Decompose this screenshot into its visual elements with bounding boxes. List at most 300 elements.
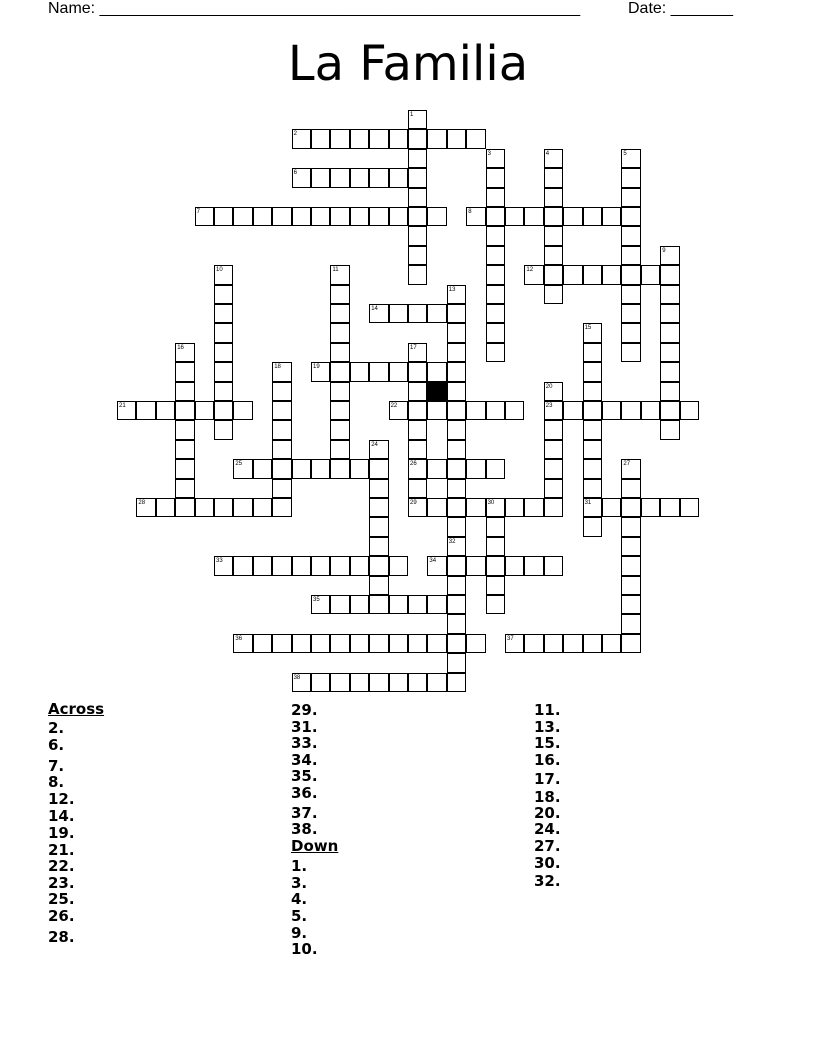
crossword-cell[interactable]: [408, 226, 427, 245]
cell-number: 23: [545, 403, 553, 409]
crossword-cell[interactable]: [292, 207, 311, 226]
crossword-cell[interactable]: [505, 401, 524, 420]
crossword-cell[interactable]: [583, 401, 602, 420]
crossword-cell[interactable]: [175, 498, 194, 517]
crossword-cell[interactable]: [621, 265, 640, 284]
crossword-cell[interactable]: [447, 323, 466, 342]
crossword-cell[interactable]: [330, 285, 349, 304]
crossword-cell[interactable]: [486, 576, 505, 595]
crossword-cell[interactable]: [486, 168, 505, 187]
crossword-cell[interactable]: [233, 556, 252, 575]
down-clue: 1.: [291, 857, 308, 875]
crossword-cell[interactable]: [466, 129, 485, 148]
crossword-cell[interactable]: [214, 401, 233, 420]
crossword-cell[interactable]: [583, 207, 602, 226]
crossword-cell[interactable]: [660, 343, 679, 362]
crossword-cell[interactable]: [136, 401, 155, 420]
crossword-cell[interactable]: [563, 265, 582, 284]
crossword-cell[interactable]: [389, 304, 408, 323]
crossword-cell[interactable]: [330, 420, 349, 439]
crossword-cell[interactable]: [544, 285, 563, 304]
crossword-cell[interactable]: [621, 207, 640, 226]
across-clue: 12.: [48, 790, 75, 808]
cell-number: 14: [371, 306, 378, 312]
crossword-cell[interactable]: [175, 382, 194, 401]
crossword-cell[interactable]: [563, 207, 582, 226]
crossword-cell[interactable]: [583, 440, 602, 459]
crossword-cell[interactable]: [486, 265, 505, 284]
across-clue: 6.: [48, 736, 65, 754]
crossword-cell[interactable]: [214, 343, 233, 362]
crossword-cell[interactable]: [369, 537, 388, 556]
cell-number: 29: [410, 500, 417, 506]
crossword-cell[interactable]: [233, 207, 252, 226]
crossword-cell[interactable]: [389, 168, 408, 187]
cell-number: 26: [410, 461, 417, 468]
cell-number: 19: [313, 364, 320, 371]
crossword-cell[interactable]: [156, 401, 175, 420]
crossword-cell[interactable]: [272, 420, 291, 439]
crossword-cell[interactable]: [621, 614, 640, 633]
crossword-cell[interactable]: [602, 498, 621, 517]
cell-number: 7: [196, 209, 200, 215]
crossword-cell[interactable]: [389, 362, 408, 381]
crossword-cell[interactable]: [311, 673, 330, 692]
crossword-cell[interactable]: [486, 517, 505, 536]
crossword-cell[interactable]: [175, 440, 194, 459]
crossword-cell[interactable]: [350, 459, 369, 478]
cell-number: 35: [313, 597, 320, 603]
crossword-cell[interactable]: [330, 362, 349, 381]
crossword-cell[interactable]: [408, 440, 427, 459]
crossword-cell[interactable]: [389, 673, 408, 692]
crossword-cell[interactable]: [408, 188, 427, 207]
cell-number: 21: [119, 403, 126, 409]
crossword-cell[interactable]: [505, 556, 524, 575]
crossword-cell[interactable]: [214, 285, 233, 304]
down-clue: 5.: [291, 907, 308, 925]
crossword-cell[interactable]: [466, 401, 485, 420]
crossword-cell[interactable]: [524, 556, 543, 575]
across-clue: 33.: [291, 734, 318, 752]
crossword-cell[interactable]: [292, 459, 311, 478]
crossword-cell[interactable]: [447, 653, 466, 672]
crossword-cell[interactable]: [330, 634, 349, 653]
crossword-cell[interactable]: [330, 459, 349, 478]
crossword-cell[interactable]: [214, 323, 233, 342]
crossword-cell[interactable]: [505, 207, 524, 226]
crossword-cell[interactable]: [447, 362, 466, 381]
across-clue: 8.: [48, 773, 65, 791]
crossword-cell[interactable]: [427, 634, 446, 653]
crossword-cell[interactable]: [486, 207, 505, 226]
crossword-cell[interactable]: [389, 129, 408, 148]
crossword-cell[interactable]: [544, 226, 563, 245]
crossword-cell[interactable]: [272, 382, 291, 401]
crossword-cell[interactable]: [214, 362, 233, 381]
crossword-cell[interactable]: [544, 440, 563, 459]
cell-number: 31: [584, 500, 592, 506]
crossword-cell[interactable]: [408, 149, 427, 168]
crossword-cell[interactable]: [330, 343, 349, 362]
crossword-cell[interactable]: [660, 285, 679, 304]
crossword-cell[interactable]: [466, 556, 485, 575]
crossword-cell[interactable]: [427, 129, 446, 148]
crossword-cell[interactable]: [369, 517, 388, 536]
crossword-cell[interactable]: [427, 595, 446, 614]
crossword-cell[interactable]: [408, 246, 427, 265]
crossword-cell[interactable]: [447, 556, 466, 575]
crossword-cell[interactable]: [544, 634, 563, 653]
crossword-cell[interactable]: [447, 459, 466, 478]
crossword-cell[interactable]: [583, 265, 602, 284]
cell-number: 17: [410, 344, 417, 351]
crossword-cell[interactable]: [311, 168, 330, 187]
crossword-cell[interactable]: [330, 556, 349, 575]
crossword-cell[interactable]: [641, 401, 660, 420]
crossword-cell[interactable]: [660, 265, 679, 284]
crossword-cell[interactable]: [253, 207, 272, 226]
crossword-cell[interactable]: [660, 362, 679, 381]
crossword-cell[interactable]: [447, 129, 466, 148]
crossword-cell[interactable]: [447, 304, 466, 323]
crossword-cell[interactable]: [330, 595, 349, 614]
crossword-cell[interactable]: [621, 285, 640, 304]
crossword-cell[interactable]: [486, 343, 505, 362]
crossword-cell[interactable]: [621, 343, 640, 362]
cell-number: 20: [545, 383, 553, 390]
cell-number: 11: [332, 267, 339, 274]
crossword-cell[interactable]: [544, 459, 563, 478]
crossword-cell[interactable]: [272, 634, 291, 653]
crossword-cell[interactable]: [660, 420, 679, 439]
crossword-cell[interactable]: [544, 479, 563, 498]
crossword-cell[interactable]: [621, 517, 640, 536]
crossword-cell[interactable]: [350, 634, 369, 653]
crossword-cell[interactable]: [330, 207, 349, 226]
crossword-cell[interactable]: [195, 498, 214, 517]
crossword-cell[interactable]: [408, 401, 427, 420]
across-clue: 2.: [48, 719, 65, 737]
crossword-cell[interactable]: [583, 420, 602, 439]
crossword-cell[interactable]: [427, 498, 446, 517]
crossword-cell[interactable]: [350, 129, 369, 148]
crossword-cell[interactable]: [466, 459, 485, 478]
crossword-cell[interactable]: [369, 498, 388, 517]
crossword-cell[interactable]: [175, 479, 194, 498]
crossword-cell[interactable]: [621, 479, 640, 498]
crossword-cell[interactable]: [369, 556, 388, 575]
cell-number: 4: [545, 150, 550, 157]
across-clue: 37.: [291, 804, 318, 822]
crossword-cell[interactable]: [524, 634, 543, 653]
crossword-cell[interactable]: [621, 168, 640, 187]
crossword-cell[interactable]: [175, 401, 194, 420]
crossword-cell[interactable]: [447, 673, 466, 692]
down-clue: 9.: [291, 924, 308, 942]
cell-number: 27: [623, 461, 631, 468]
crossword-cell[interactable]: [330, 382, 349, 401]
crossword-cell[interactable]: [447, 576, 466, 595]
crossword-cell[interactable]: [466, 634, 485, 653]
crossword-cell[interactable]: [369, 362, 388, 381]
crossword-cell[interactable]: [253, 498, 272, 517]
crossword-cell[interactable]: [427, 673, 446, 692]
crossword-cell[interactable]: [330, 304, 349, 323]
crossword-cell[interactable]: [350, 362, 369, 381]
crossword-cell[interactable]: [408, 265, 427, 284]
crossword-cell[interactable]: [292, 556, 311, 575]
crossword-cell[interactable]: [369, 479, 388, 498]
crossword-cell[interactable]: [544, 420, 563, 439]
crossword-cell[interactable]: [544, 265, 563, 284]
crossword-cell[interactable]: [621, 188, 640, 207]
crossword-cell[interactable]: [583, 517, 602, 536]
crossword-cell[interactable]: [486, 537, 505, 556]
crossword-cell[interactable]: [621, 246, 640, 265]
crossword-cell[interactable]: [505, 498, 524, 517]
down-clue: 16.: [534, 751, 561, 769]
crossword-cell[interactable]: [389, 634, 408, 653]
down-clue: 13.: [534, 718, 561, 736]
crossword-cell[interactable]: [486, 401, 505, 420]
crossword-cell[interactable]: [544, 188, 563, 207]
crossword-cell[interactable]: [447, 382, 466, 401]
crossword-cell[interactable]: [311, 207, 330, 226]
crossword-cell[interactable]: [621, 634, 640, 653]
crossword-cell[interactable]: [408, 479, 427, 498]
crossword-cell[interactable]: [214, 498, 233, 517]
crossword-cell[interactable]: [311, 459, 330, 478]
crossword-cell[interactable]: [369, 673, 388, 692]
crossword-cell[interactable]: [233, 401, 252, 420]
crossword-cell[interactable]: [583, 343, 602, 362]
across-heading: Across: [48, 700, 105, 718]
crossword-cell[interactable]: [214, 207, 233, 226]
crossword-cell[interactable]: [408, 168, 427, 187]
crossword-cell[interactable]: [486, 323, 505, 342]
crossword-cell[interactable]: [272, 459, 291, 478]
crossword-cell[interactable]: [350, 168, 369, 187]
crossword-cell[interactable]: [583, 382, 602, 401]
crossword-cell[interactable]: [427, 459, 446, 478]
crossword-cell[interactable]: [272, 207, 291, 226]
crossword-cell[interactable]: [233, 498, 252, 517]
cell-number: 33: [216, 558, 223, 565]
crossword-cell[interactable]: [350, 556, 369, 575]
crossword-cell[interactable]: [350, 207, 369, 226]
crossword-cell[interactable]: [602, 634, 621, 653]
crossword-cell[interactable]: [621, 226, 640, 245]
cell-number: 15: [584, 325, 592, 332]
cell-number: 38: [293, 674, 301, 681]
across-clue: 26.: [48, 907, 75, 925]
crossword-cell[interactable]: [253, 459, 272, 478]
crossword-cell[interactable]: [447, 614, 466, 633]
crossword-cell[interactable]: [447, 498, 466, 517]
crossword-cell[interactable]: [369, 129, 388, 148]
crossword-cell[interactable]: [680, 401, 699, 420]
crossword-cell[interactable]: [427, 207, 446, 226]
crossword-cell[interactable]: [660, 304, 679, 323]
crossword-cell[interactable]: [621, 323, 640, 342]
crossword-cell[interactable]: [175, 459, 194, 478]
crossword-cell[interactable]: [447, 634, 466, 653]
crossword-cell[interactable]: [330, 401, 349, 420]
cell-number: 32: [448, 538, 456, 545]
down-clue: 10.: [291, 940, 318, 958]
cell-number: 16: [177, 344, 184, 351]
crossword-cell[interactable]: [369, 207, 388, 226]
crossword-cell[interactable]: [253, 556, 272, 575]
crossword-cell[interactable]: [621, 498, 640, 517]
crossword-cell[interactable]: [447, 343, 466, 362]
crossword-cell[interactable]: [175, 362, 194, 381]
crossword-cell[interactable]: [447, 517, 466, 536]
crossword-cell[interactable]: [486, 595, 505, 614]
cell-number: 22: [390, 403, 398, 409]
cell-number: 34: [429, 558, 437, 565]
crossword-cell[interactable]: [369, 168, 388, 187]
crossword-cell[interactable]: [408, 304, 427, 323]
crossword-cell[interactable]: [602, 401, 621, 420]
down-clue: 17.: [534, 770, 561, 788]
crossword-cell[interactable]: [621, 595, 640, 614]
crossword-cell[interactable]: [486, 459, 505, 478]
crossword-cell[interactable]: [544, 556, 563, 575]
across-clue: 35.: [291, 767, 318, 785]
crossword-cell[interactable]: [641, 265, 660, 284]
crossword-cell[interactable]: [408, 420, 427, 439]
crossword-cell[interactable]: [660, 401, 679, 420]
across-clue: 25.: [48, 890, 75, 908]
crossword-cell[interactable]: [486, 285, 505, 304]
crossword-cell[interactable]: [408, 382, 427, 401]
crossword-cell[interactable]: [156, 498, 175, 517]
across-clue: 31.: [291, 718, 318, 736]
crossword-cell[interactable]: [369, 576, 388, 595]
crossword-cell[interactable]: [621, 304, 640, 323]
crossword-cell[interactable]: [544, 207, 563, 226]
crossword-cell[interactable]: [330, 168, 349, 187]
crossword-cell[interactable]: [447, 595, 466, 614]
cell-number: 13: [448, 286, 456, 293]
crossword-cell[interactable]: [563, 634, 582, 653]
crossword-cell[interactable]: [427, 401, 446, 420]
down-clue: 11.: [534, 701, 561, 719]
crossword-cell[interactable]: [524, 207, 543, 226]
crossword-cell[interactable]: [369, 634, 388, 653]
across-clue: 7.: [48, 757, 65, 775]
crossword-cell[interactable]: [389, 556, 408, 575]
crossword-cell[interactable]: [272, 556, 291, 575]
name-field: Name: ______________________________________________________: [48, 0, 581, 17]
crossword-cell[interactable]: [486, 246, 505, 265]
crossword-cell[interactable]: [214, 304, 233, 323]
crossword-cell[interactable]: [447, 401, 466, 420]
crossword-cell[interactable]: [330, 673, 349, 692]
crossword-cell[interactable]: [621, 576, 640, 595]
crossword-cell[interactable]: [195, 401, 214, 420]
crossword-cell[interactable]: [563, 401, 582, 420]
crossword-cell[interactable]: [660, 498, 679, 517]
down-clue: 30.: [534, 854, 561, 872]
crossword-cell[interactable]: [175, 420, 194, 439]
crossword-cell[interactable]: [621, 556, 640, 575]
crossword-cell[interactable]: [524, 498, 543, 517]
down-clue: 15.: [534, 734, 561, 752]
crossword-cell[interactable]: [583, 459, 602, 478]
crossword-cell[interactable]: [253, 634, 272, 653]
down-clue: 27.: [534, 837, 561, 855]
crossword-cell[interactable]: [447, 420, 466, 439]
crossword-cell[interactable]: [602, 265, 621, 284]
crossword-cell[interactable]: [621, 401, 640, 420]
crossword-cell[interactable]: [272, 498, 291, 517]
crossword-cell[interactable]: [272, 401, 291, 420]
crossword-cell[interactable]: [447, 479, 466, 498]
crossword-cell[interactable]: [292, 634, 311, 653]
crossword-cell[interactable]: [544, 498, 563, 517]
crossword-cell[interactable]: [583, 634, 602, 653]
crossword-cell[interactable]: [214, 382, 233, 401]
crossword-cell[interactable]: [214, 420, 233, 439]
crossword-cell[interactable]: [583, 362, 602, 381]
crossword-cell[interactable]: [272, 440, 291, 459]
crossword-cell[interactable]: [330, 129, 349, 148]
crossword-cell[interactable]: [350, 673, 369, 692]
crossword-cell[interactable]: [680, 498, 699, 517]
crossword-cell[interactable]: [621, 537, 640, 556]
crossword-cell[interactable]: [311, 556, 330, 575]
crossword-cell[interactable]: [369, 595, 388, 614]
crossword-cell[interactable]: [544, 246, 563, 265]
crossword-cell[interactable]: [447, 440, 466, 459]
crossword-cell[interactable]: [408, 595, 427, 614]
crossword-cell[interactable]: [660, 323, 679, 342]
crossword-cell[interactable]: [486, 188, 505, 207]
crossword-cell[interactable]: [466, 498, 485, 517]
crossword-cell[interactable]: [311, 129, 330, 148]
crossword-cell[interactable]: [486, 226, 505, 245]
crossword-cell[interactable]: [330, 323, 349, 342]
crossword-cell[interactable]: [330, 440, 349, 459]
crossword-cell[interactable]: [408, 207, 427, 226]
crossword-cell[interactable]: [427, 304, 446, 323]
crossword-cell[interactable]: [583, 479, 602, 498]
crossword-cell[interactable]: [311, 634, 330, 653]
crossword-cell[interactable]: [408, 362, 427, 381]
crossword-cell[interactable]: [369, 459, 388, 478]
crossword-cell[interactable]: [486, 304, 505, 323]
crossword-cell[interactable]: [408, 673, 427, 692]
crossword-cell[interactable]: [408, 634, 427, 653]
cell-number: 5: [623, 150, 627, 157]
across-clue: 29.: [291, 701, 318, 719]
down-clue: 32.: [534, 872, 561, 890]
crossword-cell[interactable]: [350, 595, 369, 614]
crossword-cell[interactable]: [389, 595, 408, 614]
crossword-cell[interactable]: [389, 207, 408, 226]
crossword-cell[interactable]: [272, 479, 291, 498]
crossword-cell[interactable]: [602, 207, 621, 226]
crossword-cell[interactable]: [544, 168, 563, 187]
crossword-cell[interactable]: [660, 382, 679, 401]
crossword-cell[interactable]: [641, 498, 660, 517]
crossword-cell[interactable]: [486, 556, 505, 575]
crossword-cell[interactable]: [408, 129, 427, 148]
crossword-cell[interactable]: [427, 362, 446, 381]
